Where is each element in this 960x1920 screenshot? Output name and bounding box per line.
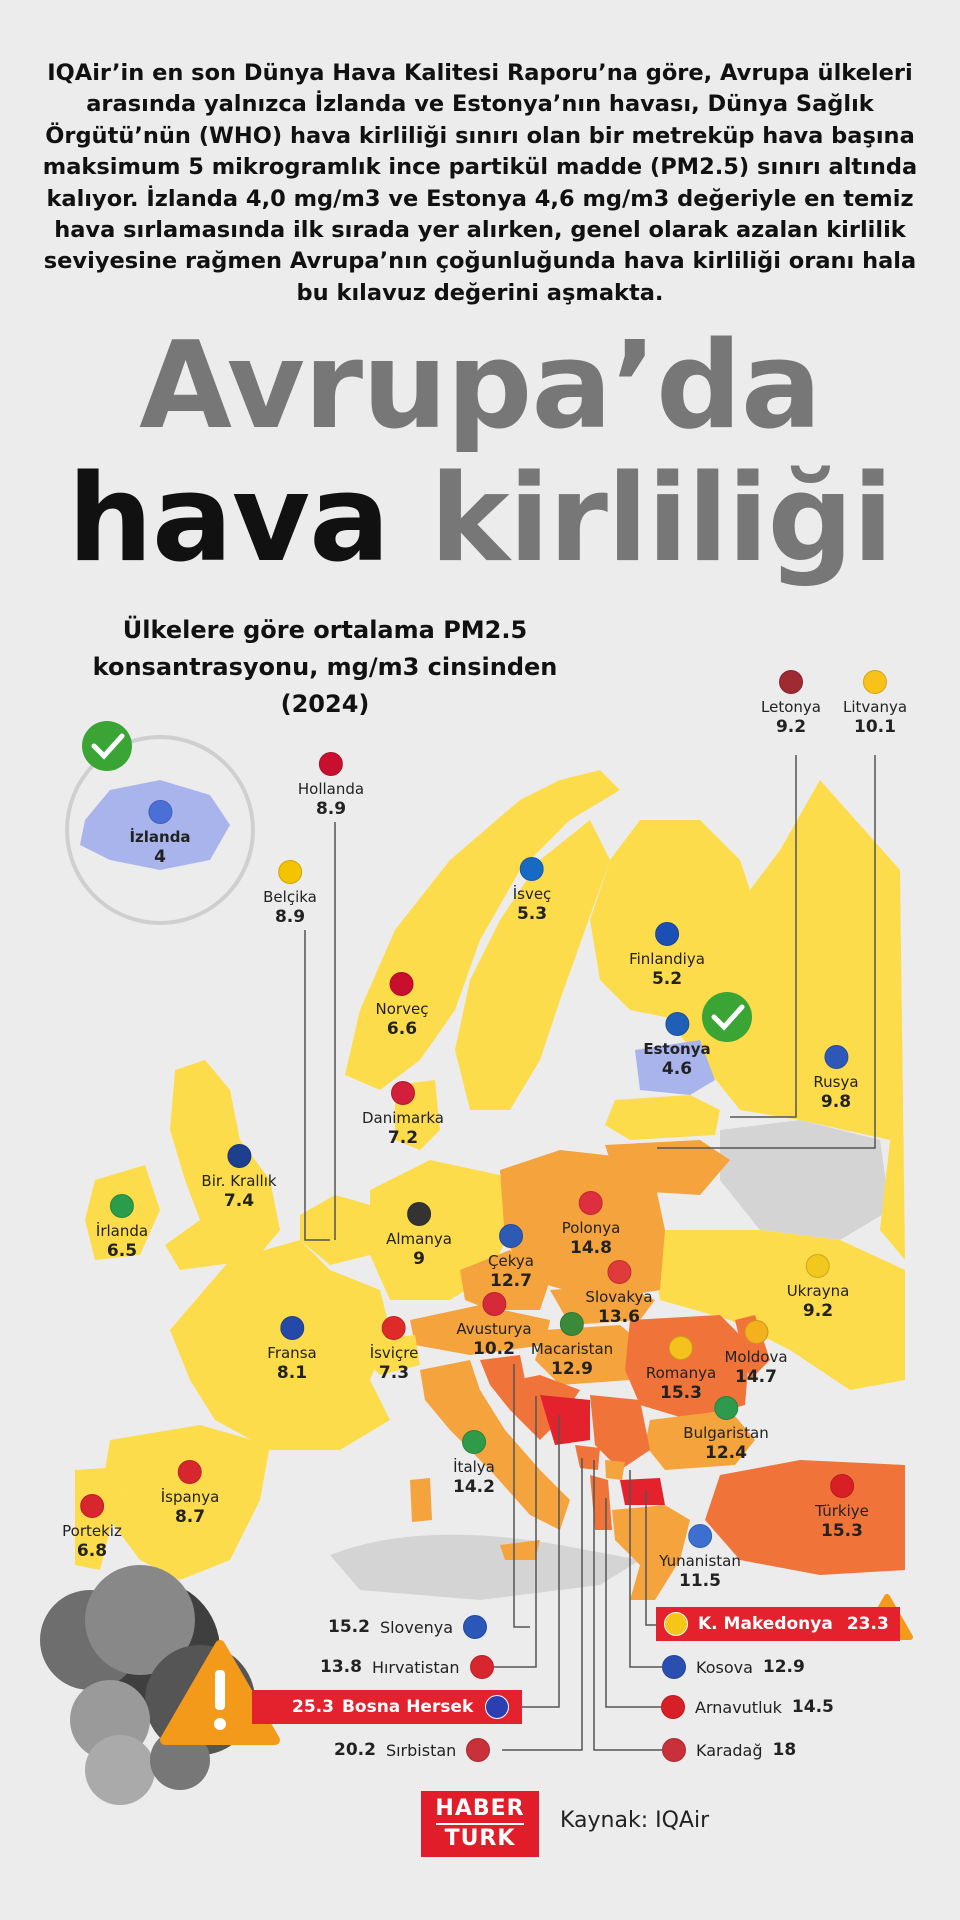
- flag-albania-icon: [661, 1695, 685, 1719]
- country-value: 9: [413, 1249, 425, 1269]
- callout-croatia: [320, 1654, 494, 1680]
- flag-montenegro-icon: [662, 1738, 686, 1762]
- callout-value: 14.5: [791, 1697, 834, 1717]
- country-value: 4: [154, 847, 166, 867]
- flag-bosnia-icon: [485, 1695, 509, 1719]
- country-name: Moldova: [724, 1348, 788, 1366]
- country-value: 14.2: [453, 1477, 495, 1497]
- country-value: 10.2: [473, 1339, 515, 1359]
- callout-name: Slovenya: [379, 1617, 454, 1637]
- country-name: Litvanya: [842, 698, 908, 716]
- flag-hungary-icon: [560, 1312, 584, 1336]
- flag-estonia-icon: [665, 1012, 689, 1036]
- source-credit: Kaynak: IQAir: [560, 1808, 710, 1833]
- country-name: İrlanda: [95, 1222, 149, 1240]
- country-value: 13.6: [598, 1307, 640, 1327]
- callout-name: Karadağ: [696, 1740, 763, 1760]
- country-value: 14.8: [570, 1238, 612, 1258]
- callout-value: 12.9: [762, 1657, 805, 1677]
- country-name: Çekya: [488, 1252, 534, 1270]
- haberturk-logo: [421, 1791, 539, 1857]
- label-turkey: [815, 1474, 869, 1542]
- logo-line-1: HABER: [435, 1796, 525, 1821]
- country-name: Bulgaristan: [683, 1424, 769, 1442]
- label-bulgaria: [683, 1396, 768, 1464]
- flag-kosovo-icon: [662, 1655, 686, 1679]
- country-value: 10.1: [854, 717, 896, 737]
- flag-austria-icon: [482, 1292, 506, 1316]
- country-name: Türkiye: [815, 1502, 869, 1520]
- flag-iceland-icon: [148, 800, 172, 824]
- flag-finland-icon: [655, 922, 679, 946]
- flag-switzerland-icon: [382, 1316, 406, 1340]
- country-name: İsveç: [512, 885, 552, 903]
- label-finland: [629, 922, 705, 990]
- country-value: 11.5: [679, 1571, 721, 1591]
- country-name: Letonya: [761, 698, 821, 716]
- country-value: 7.2: [387, 1128, 419, 1148]
- country-name: İsviçre: [369, 1344, 419, 1362]
- label-greece: [659, 1524, 741, 1592]
- label-moldova: [724, 1320, 787, 1388]
- region-bosnia: [540, 1395, 590, 1445]
- country-value: 5.2: [651, 969, 683, 989]
- label-latvia: [761, 670, 821, 738]
- title-word-kirliligi: kirliliği: [429, 450, 893, 589]
- label-portugal: [62, 1494, 122, 1562]
- callout-name: Arnavutluk: [695, 1697, 782, 1717]
- flag-czechia-icon: [499, 1224, 523, 1248]
- country-name: Polonya: [561, 1219, 621, 1237]
- country-value: 12.4: [705, 1443, 747, 1463]
- country-value: 8.9: [315, 799, 347, 819]
- region-north-macedonia: [620, 1478, 665, 1505]
- country-value: 8.9: [274, 907, 306, 927]
- flag-slovakia-icon: [607, 1260, 631, 1284]
- callout-slovenia: [328, 1614, 487, 1640]
- country-name: Romanya: [645, 1364, 717, 1382]
- flag-ukraine-icon: [806, 1254, 830, 1278]
- country-name: Fransa: [267, 1344, 317, 1362]
- flag-russia-icon: [824, 1045, 848, 1069]
- country-name: Finlandiya: [629, 950, 705, 968]
- flag-slovenia-icon: [463, 1615, 487, 1639]
- callout-value: 23.3: [846, 1614, 889, 1634]
- callout-name: K. Makedonya: [698, 1614, 833, 1634]
- flag-norway-icon: [390, 972, 414, 996]
- label-belgium: [263, 860, 317, 928]
- label-ukraine: [787, 1254, 850, 1322]
- country-name: Yunanistan: [659, 1552, 741, 1570]
- label-spain: [161, 1460, 220, 1528]
- title-word-hava: hava: [67, 450, 390, 589]
- callout-value: 15.2: [328, 1617, 370, 1637]
- flag-croatia-icon: [470, 1655, 494, 1679]
- country-name: İspanya: [160, 1488, 220, 1506]
- label-switzerland: [370, 1316, 419, 1384]
- callout-bosnia-highlight: [252, 1690, 522, 1724]
- country-name: Norveç: [375, 1000, 429, 1018]
- label-iceland: [129, 800, 190, 868]
- callout-name: Hırvatistan: [371, 1657, 460, 1677]
- callout-name: Kosova: [696, 1657, 753, 1677]
- country-name: Rusya: [813, 1073, 859, 1091]
- country-name: İtalya: [453, 1458, 495, 1476]
- flag-latvia-icon: [779, 670, 803, 694]
- land-grey-belarus: [720, 1120, 890, 1240]
- flag-denmark-icon: [391, 1081, 415, 1105]
- label-czechia: [488, 1224, 534, 1292]
- country-name: Estonya: [643, 1040, 711, 1058]
- label-netherlands: [298, 752, 364, 820]
- country-value: 8.7: [174, 1507, 206, 1527]
- country-name: Danimarka: [361, 1109, 445, 1127]
- region-kosovo: [605, 1460, 625, 1480]
- flag-bulgaria-icon: [714, 1396, 738, 1420]
- flag-portugal-icon: [80, 1494, 104, 1518]
- label-denmark: [362, 1081, 444, 1149]
- flag-ireland-icon: [110, 1194, 134, 1218]
- label-france: [267, 1316, 316, 1384]
- country-name: Hollanda: [297, 780, 365, 798]
- country-value: 15.3: [821, 1521, 863, 1541]
- flag-spain-icon: [178, 1460, 202, 1484]
- country-name: Bir. Krallık: [201, 1172, 277, 1190]
- chart-subtitle: Ülkelere göre ortalama PM2.5 konsantrasyonu, mg/m3 cinsinden (2024): [92, 616, 558, 718]
- label-lithuania: [843, 670, 907, 738]
- country-name: Avusturya: [456, 1320, 532, 1338]
- flag-north-macedonia-icon: [664, 1612, 688, 1636]
- country-value: 14.7: [735, 1367, 777, 1387]
- callout-montenegro: [662, 1737, 806, 1763]
- region-montenegro: [575, 1445, 600, 1470]
- country-name: Portekiz: [62, 1522, 122, 1540]
- label-estonia: [643, 1012, 710, 1080]
- flag-turkey-icon: [830, 1474, 854, 1498]
- label-austria: [456, 1292, 531, 1360]
- callout-albania: [661, 1694, 844, 1720]
- country-value: 6.6: [386, 1019, 418, 1039]
- flag-moldova-icon: [744, 1320, 768, 1344]
- check-icon: [82, 721, 132, 771]
- country-value: 7.3: [378, 1363, 410, 1383]
- flag-romania-icon: [669, 1336, 693, 1360]
- flag-germany-icon: [407, 1202, 431, 1226]
- country-value: 5.3: [516, 904, 548, 924]
- label-united-kingdom: [201, 1144, 276, 1212]
- country-value: 4.6: [661, 1059, 693, 1079]
- country-value: 6.8: [76, 1541, 108, 1561]
- flag-serbia-icon: [466, 1738, 490, 1762]
- callout-value: 25.3: [292, 1697, 334, 1717]
- country-value: 9.8: [820, 1092, 852, 1112]
- label-germany: [386, 1202, 452, 1270]
- label-russia: [813, 1045, 858, 1113]
- country-name: Macaristan: [530, 1340, 614, 1358]
- flag-france-icon: [280, 1316, 304, 1340]
- label-poland: [562, 1191, 621, 1259]
- label-sweden: [513, 857, 552, 925]
- country-name: Slovakya: [585, 1288, 653, 1306]
- country-value: 6.5: [106, 1241, 138, 1261]
- callout-value: 20.2: [334, 1740, 376, 1760]
- flag-greece-icon: [688, 1524, 712, 1548]
- country-value: 8.1: [276, 1363, 308, 1383]
- label-norway: [376, 972, 429, 1040]
- callout-value: 18: [772, 1740, 797, 1760]
- intro-paragraph: IQAir’in en son Dünya Hava Kalitesi Raporu’na göre, Avrupa ülkeleri arasında yalnızca İzlanda ve Estonya’nın havası, Dünya Sağlık Örgütü’nün (WHO) hava kirliliği sınırı olan bir metreküp hava başına maksimum 5 mikrogramlık ince partikül madde (PM2.5) sınırı altında kalıyor. İzlanda 4,0 mg/m3 ve Estonya 4,6 mg/m3 değeriyle en temiz hava sırlamasında ilk sırada yer alırken, genel olarak azalan kirlilik seviyesine rağmen Avrupa’nın çoğunluğunda hava kirliliği oranı hala bu kılavuz değerini aşmakta.: [42, 60, 918, 306]
- country-value: 7.4: [223, 1191, 255, 1211]
- label-ireland: [96, 1194, 148, 1262]
- callout-value: 13.8: [320, 1657, 362, 1677]
- callout-name: Bosna Hersek: [341, 1697, 474, 1717]
- callout-kosovo: [662, 1654, 815, 1680]
- flag-lithuania-icon: [863, 670, 887, 694]
- title-line-1: Avrupa’da: [139, 317, 821, 456]
- country-name: Belçika: [263, 888, 317, 906]
- flag-italy-icon: [462, 1430, 486, 1454]
- country-name: Ukrayna: [786, 1282, 850, 1300]
- logo-line-2: TURK: [444, 1826, 516, 1851]
- flag-belgium-icon: [278, 860, 302, 884]
- callout-north-macedonia-highlight: [656, 1607, 900, 1641]
- region-latvia: [605, 1095, 720, 1140]
- country-value: 9.2: [775, 717, 807, 737]
- flag-netherlands-icon: [319, 752, 343, 776]
- callout-serbia: [334, 1737, 490, 1763]
- region-sardinia: [410, 1478, 432, 1522]
- country-value: 15.3: [660, 1383, 702, 1403]
- flag-sweden-icon: [520, 857, 544, 881]
- country-value: 12.7: [490, 1271, 532, 1291]
- country-name: İzlanda: [129, 828, 191, 846]
- flag-poland-icon: [579, 1191, 603, 1215]
- country-name: Almanya: [386, 1230, 452, 1248]
- label-italy: [453, 1430, 495, 1498]
- label-romania: [646, 1336, 716, 1404]
- callout-name: Sırbistan: [385, 1740, 457, 1760]
- country-value: 12.9: [551, 1359, 593, 1379]
- flag-uk-icon: [227, 1144, 251, 1168]
- country-value: 9.2: [802, 1301, 834, 1321]
- label-hungary: [531, 1312, 613, 1380]
